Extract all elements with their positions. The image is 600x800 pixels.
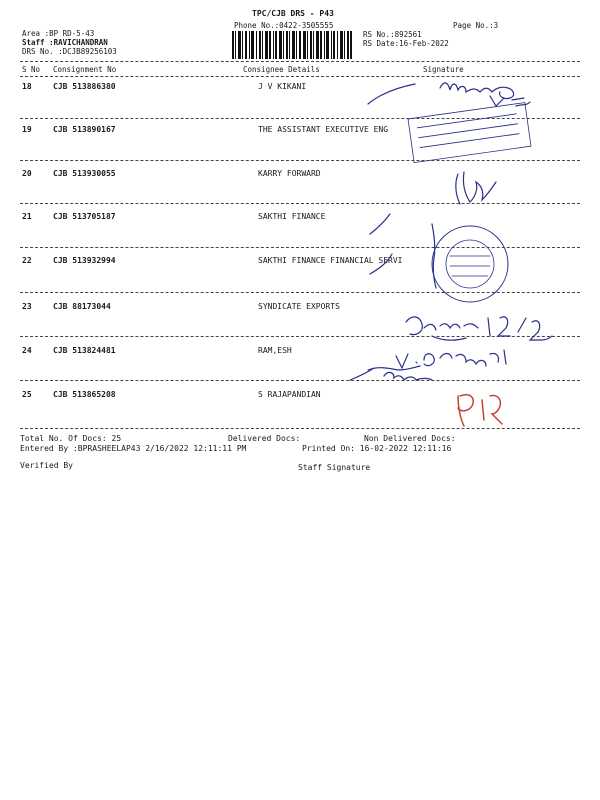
delivered-docs: Delivered Docs: — [228, 434, 301, 443]
row-consignment: CJB 513824481 — [53, 346, 116, 355]
row-sno: 23 — [22, 302, 32, 311]
row-consignee: SYNDICATE EXPORTS — [258, 302, 340, 311]
rs-date: RS Date:16-Feb-2022 — [363, 39, 449, 48]
column-signature: Signature — [423, 65, 464, 74]
barcode — [232, 31, 352, 59]
row-consignment: CJB 513865208 — [53, 390, 116, 399]
row-consignee: RAM,ESH — [258, 346, 292, 355]
phone-number: Phone No.:0422-3505555 — [234, 21, 334, 30]
row-consignee: S RAJAPANDIAN — [258, 390, 321, 399]
row-sno: 22 — [22, 256, 32, 265]
row-consignee: THE ASSISTANT EXECUTIVE ENG — [258, 125, 389, 134]
row-consignment: CJB 88173044 — [53, 302, 111, 311]
document-title: TPC/CJB DRS - P43 — [252, 9, 334, 18]
drs-number: DRS No. :DCJB89256103 — [22, 47, 117, 56]
row-consignee: SAKTHI FINANCE — [258, 212, 326, 221]
non-delivered-docs: Non Delivered Docs: — [364, 434, 456, 443]
column-sno: S No — [22, 65, 41, 74]
row-consignee: SAKTHI FINANCE FINANCIAL SERVI — [258, 256, 403, 265]
row-sno: 24 — [22, 346, 32, 355]
column-consignment: Consignment No — [53, 65, 117, 74]
total-docs: Total No. Of Docs: 25 — [20, 434, 122, 443]
printed-on: Printed On: 16-02-2022 12:11:16 — [302, 444, 452, 453]
entered-by: Entered By :BPRASHEELAP43 2/16/2022 12:11:11 PM — [20, 444, 247, 453]
rs-number: RS No.:892561 — [363, 30, 422, 39]
row-sno: 18 — [22, 82, 32, 91]
row-sno: 25 — [22, 390, 32, 399]
area-label: Area :BP RD-5-43 — [22, 29, 95, 38]
row-consignment: CJB 513930055 — [53, 169, 116, 178]
row-consignee: KARRY FORWARD — [258, 169, 321, 178]
column-consignee: Consignee Details — [243, 65, 320, 74]
row-sno: 21 — [22, 212, 32, 221]
staff-label: Staff :RAVICHANDRAN — [22, 38, 108, 47]
verified-by: Verified By — [20, 461, 73, 470]
header-divider-top — [20, 61, 580, 62]
signature-marks — [340, 74, 580, 434]
row-sno: 19 — [22, 125, 32, 134]
row-consignment: CJB 513705187 — [53, 212, 116, 221]
page-number: Page No.:3 — [453, 21, 499, 30]
row-consignee: J V KIKANI — [258, 82, 307, 91]
row-consignment: CJB 513932994 — [53, 256, 116, 265]
row-sno: 20 — [22, 169, 32, 178]
row-consignment: CJB 513890167 — [53, 125, 116, 134]
staff-signature: Staff Signature — [298, 463, 371, 472]
row-consignment: CJB 513886380 — [53, 82, 116, 91]
